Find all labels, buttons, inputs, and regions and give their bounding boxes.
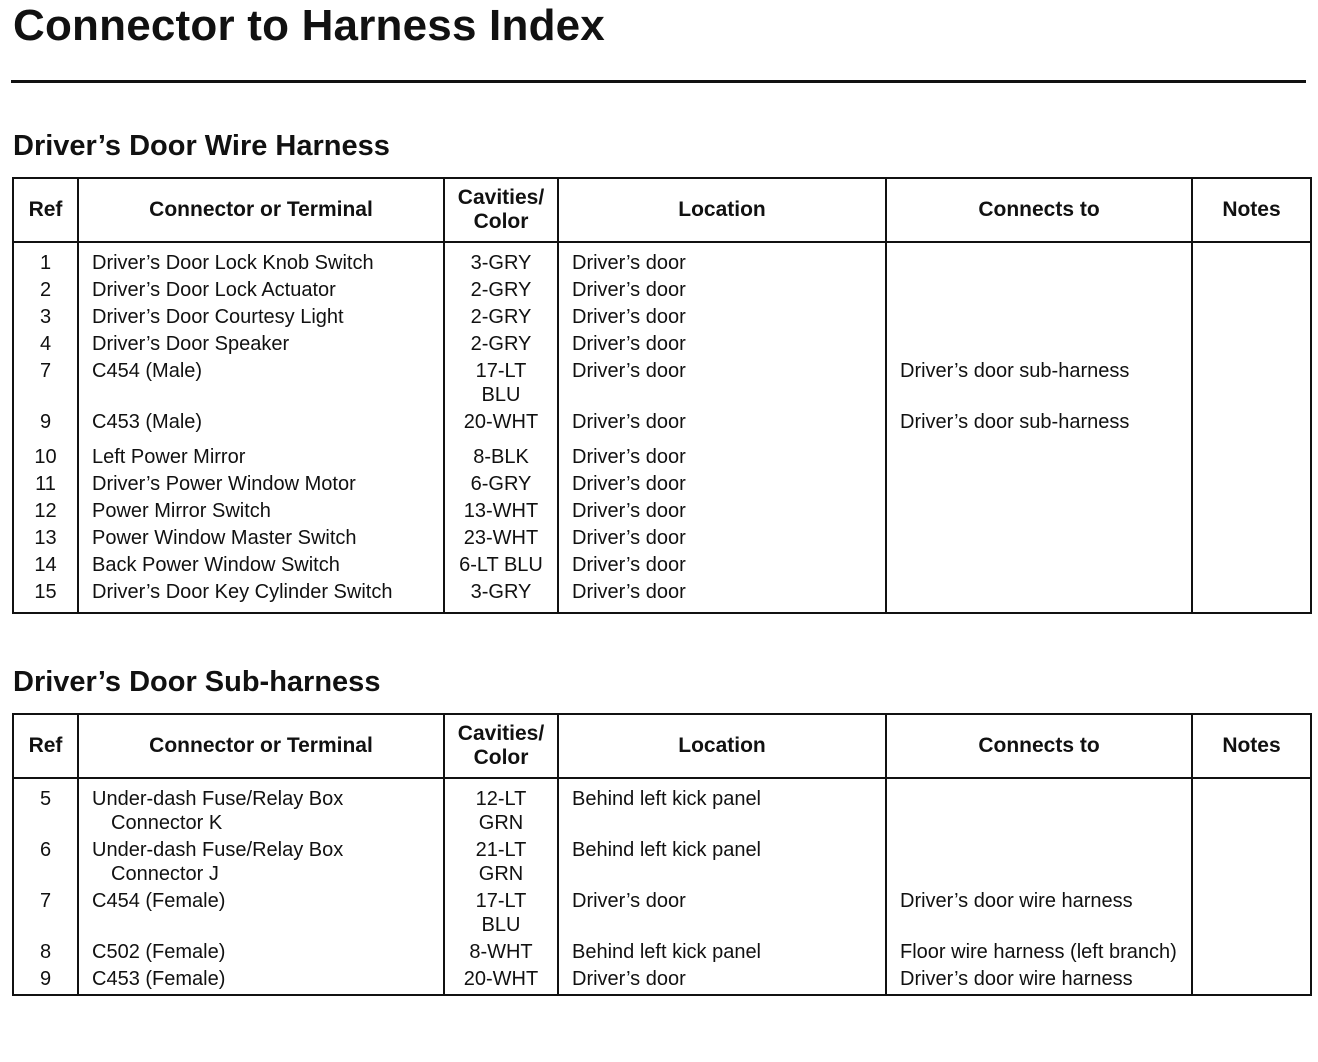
cavities-value: 23-WHT <box>463 527 539 549</box>
cavities-value: 2-GRY <box>470 306 532 328</box>
ref-cell: 3 <box>13 305 78 332</box>
cavities-value: 8-WHT <box>469 941 533 963</box>
connects-to-cell: Driver’s door wire harness <box>886 967 1192 995</box>
location-cell: Driver’s door <box>558 410 886 445</box>
cavities-value: 2-GRY <box>470 333 532 355</box>
notes-cell <box>1192 838 1311 889</box>
col-header-location: Location <box>558 714 886 778</box>
cavities-cell <box>444 359 558 410</box>
cavities-value-cont: GRN <box>478 812 524 834</box>
cavities-value: 6-LT BLU <box>459 554 543 576</box>
notes-cell <box>1192 499 1311 526</box>
connector-cell <box>78 967 444 995</box>
ref-cell: 9 <box>13 967 78 995</box>
cavities-value-cont: GRN <box>478 863 524 885</box>
connector-cell <box>78 838 444 889</box>
connector-cell <box>78 332 444 359</box>
table-row <box>13 472 1311 499</box>
col-header-connector: Connector or Terminal <box>78 178 444 242</box>
location-cell: Driver’s door <box>558 359 886 410</box>
connector-name: Under-dash Fuse/Relay Box <box>92 788 344 810</box>
notes-cell <box>1192 332 1311 359</box>
table-row <box>13 526 1311 553</box>
table-row <box>13 940 1311 967</box>
connector-cell <box>78 278 444 305</box>
connector-name: C453 (Female) <box>92 968 226 990</box>
ref-cell: 1 <box>13 242 78 278</box>
ref-cell: 2 <box>13 278 78 305</box>
col-header-cavities <box>444 178 558 242</box>
ref-cell: 12 <box>13 499 78 526</box>
notes-cell <box>1192 580 1311 613</box>
connector-cell <box>78 580 444 613</box>
col-header-cavities-line2: Color <box>473 746 529 769</box>
ref-cell: 7 <box>13 889 78 940</box>
cavities-cell <box>444 278 558 305</box>
ref-cell: 14 <box>13 553 78 580</box>
connector-name: Driver’s Door Lock Actuator <box>92 279 336 301</box>
ref-cell: 7 <box>13 359 78 410</box>
ref-cell: 8 <box>13 940 78 967</box>
table-row <box>13 967 1311 995</box>
connects-to-cell: Driver’s door sub-harness <box>886 359 1192 410</box>
table-row <box>13 242 1311 278</box>
location-cell: Driver’s door <box>558 242 886 278</box>
connects-to-cell <box>886 499 1192 526</box>
notes-cell <box>1192 553 1311 580</box>
connects-to-cell <box>886 580 1192 613</box>
location-cell: Driver’s door <box>558 278 886 305</box>
title-divider <box>11 80 1306 83</box>
ref-cell: 6 <box>13 838 78 889</box>
notes-cell <box>1192 445 1311 472</box>
connector-name: Driver’s Door Lock Knob Switch <box>92 252 374 274</box>
connects-to-cell: Driver’s door sub-harness <box>886 410 1192 445</box>
connects-to-cell <box>886 305 1192 332</box>
ref-cell: 10 <box>13 445 78 472</box>
cavities-cell <box>444 580 558 613</box>
connector-name: Power Mirror Switch <box>92 500 271 522</box>
ref-cell: 4 <box>13 332 78 359</box>
notes-cell <box>1192 778 1311 838</box>
connector-name: C454 (Female) <box>92 890 226 912</box>
location-cell: Driver’s door <box>558 526 886 553</box>
col-header-notes: Notes <box>1192 178 1311 242</box>
col-header-ref: Ref <box>13 714 78 778</box>
connector-name: Under-dash Fuse/Relay Box <box>92 839 344 861</box>
connector-name: Back Power Window Switch <box>92 554 340 576</box>
cavities-cell <box>444 499 558 526</box>
notes-cell <box>1192 278 1311 305</box>
connects-to-cell <box>886 472 1192 499</box>
cavities-value: 6-GRY <box>470 473 532 495</box>
ref-cell: 5 <box>13 778 78 838</box>
table-row <box>13 445 1311 472</box>
connects-to-cell <box>886 278 1192 305</box>
connector-cell <box>78 940 444 967</box>
location-cell: Driver’s door <box>558 889 886 940</box>
connects-to-cell <box>886 445 1192 472</box>
cavities-cell <box>444 410 558 445</box>
cavities-value-cont: BLU <box>481 384 521 406</box>
notes-cell <box>1192 472 1311 499</box>
ref-cell: 13 <box>13 526 78 553</box>
connector-cell <box>78 359 444 410</box>
connector-cell <box>78 889 444 940</box>
col-header-ref: Ref <box>13 178 78 242</box>
col-header-connects-to: Connects to <box>886 714 1192 778</box>
location-cell: Driver’s door <box>558 445 886 472</box>
connector-cell <box>78 472 444 499</box>
ref-cell: 15 <box>13 580 78 613</box>
cavities-value: 20-WHT <box>463 968 539 990</box>
table-header-row <box>13 178 1311 242</box>
connects-to-cell: Floor wire harness (left branch) <box>886 940 1192 967</box>
notes-cell <box>1192 410 1311 445</box>
connects-to-cell <box>886 332 1192 359</box>
location-cell: Driver’s door <box>558 305 886 332</box>
cavities-cell <box>444 889 558 940</box>
ref-cell: 9 <box>13 410 78 445</box>
col-header-cavities-line1: Cavities/ <box>457 186 545 209</box>
cavities-cell <box>444 305 558 332</box>
connector-cell <box>78 499 444 526</box>
connector-name-cont: Connector K <box>111 812 223 834</box>
table-row <box>13 305 1311 332</box>
page-title: Connector to Harness Index <box>13 1 605 50</box>
cavities-cell <box>444 332 558 359</box>
sub-harness-table <box>12 713 1312 996</box>
connector-name: C454 (Male) <box>92 360 203 382</box>
cavities-cell <box>444 778 558 838</box>
connects-to-cell <box>886 242 1192 278</box>
connector-cell <box>78 526 444 553</box>
connector-cell <box>78 305 444 332</box>
connector-name: C502 (Female) <box>92 941 226 963</box>
connector-name-cont: Connector J <box>111 863 219 885</box>
cavities-value: 3-GRY <box>470 581 532 603</box>
col-header-connects-to: Connects to <box>886 178 1192 242</box>
cavities-value: 2-GRY <box>470 279 532 301</box>
connector-name: Driver’s Door Key Cylinder Switch <box>92 581 393 603</box>
connector-cell <box>78 410 444 445</box>
cavities-value: 17-LT <box>475 890 527 912</box>
cavities-cell <box>444 472 558 499</box>
table-row <box>13 580 1311 613</box>
col-header-location: Location <box>558 178 886 242</box>
connects-to-cell <box>886 553 1192 580</box>
notes-cell <box>1192 526 1311 553</box>
connects-to-cell <box>886 838 1192 889</box>
connector-cell <box>78 242 444 278</box>
cavities-cell <box>444 445 558 472</box>
location-cell: Driver’s door <box>558 553 886 580</box>
cavities-cell <box>444 242 558 278</box>
location-cell: Behind left kick panel <box>558 838 886 889</box>
cavities-value: 12-LT <box>475 788 527 810</box>
section-title-wire-harness: Driver’s Door Wire Harness <box>13 130 390 162</box>
table-row <box>13 778 1311 838</box>
connector-name: Left Power Mirror <box>92 446 246 468</box>
notes-cell <box>1192 889 1311 940</box>
connector-cell <box>78 553 444 580</box>
col-header-connector: Connector or Terminal <box>78 714 444 778</box>
connector-name: Driver’s Power Window Motor <box>92 473 356 495</box>
notes-cell <box>1192 305 1311 332</box>
section-title-sub-harness: Driver’s Door Sub-harness <box>13 666 381 698</box>
location-cell: Behind left kick panel <box>558 778 886 838</box>
connector-name: C453 (Male) <box>92 411 203 433</box>
cavities-value: 21-LT <box>475 839 527 861</box>
connector-name: Driver’s Door Courtesy Light <box>92 306 344 328</box>
location-cell: Behind left kick panel <box>558 940 886 967</box>
cavities-cell <box>444 553 558 580</box>
cavities-value: 3-GRY <box>470 252 532 274</box>
cavities-value: 20-WHT <box>463 411 539 433</box>
table-row <box>13 499 1311 526</box>
table-row <box>13 332 1311 359</box>
connector-name: Power Window Master Switch <box>92 527 357 549</box>
cavities-value: 17-LT <box>475 360 527 382</box>
connects-to-cell <box>886 526 1192 553</box>
connects-to-cell: Driver’s door wire harness <box>886 889 1192 940</box>
notes-cell <box>1192 967 1311 995</box>
ref-cell: 11 <box>13 472 78 499</box>
col-header-cavities <box>444 714 558 778</box>
table-row <box>13 838 1311 889</box>
table-row <box>13 889 1311 940</box>
col-header-cavities-line2: Color <box>473 210 529 233</box>
connector-cell <box>78 445 444 472</box>
table-header-row <box>13 714 1311 778</box>
table-row <box>13 410 1311 445</box>
notes-cell <box>1192 242 1311 278</box>
table-row <box>13 278 1311 305</box>
table-row <box>13 359 1311 410</box>
connector-name: Driver’s Door Speaker <box>92 333 290 355</box>
cavities-value: 8-BLK <box>473 446 529 468</box>
location-cell: Driver’s door <box>558 580 886 613</box>
location-cell: Driver’s door <box>558 472 886 499</box>
connector-cell <box>78 778 444 838</box>
cavities-cell <box>444 838 558 889</box>
cavities-cell <box>444 940 558 967</box>
cavities-cell <box>444 526 558 553</box>
cavities-cell <box>444 967 558 995</box>
table-row <box>13 553 1311 580</box>
cavities-value: 13-WHT <box>463 500 539 522</box>
cavities-value-cont: BLU <box>481 914 521 936</box>
location-cell: Driver’s door <box>558 332 886 359</box>
notes-cell <box>1192 940 1311 967</box>
location-cell: Driver’s door <box>558 967 886 995</box>
location-cell: Driver’s door <box>558 499 886 526</box>
col-header-cavities-line1: Cavities/ <box>457 722 545 745</box>
col-header-notes: Notes <box>1192 714 1311 778</box>
wire-harness-table <box>12 177 1312 614</box>
notes-cell <box>1192 359 1311 410</box>
connects-to-cell <box>886 778 1192 838</box>
